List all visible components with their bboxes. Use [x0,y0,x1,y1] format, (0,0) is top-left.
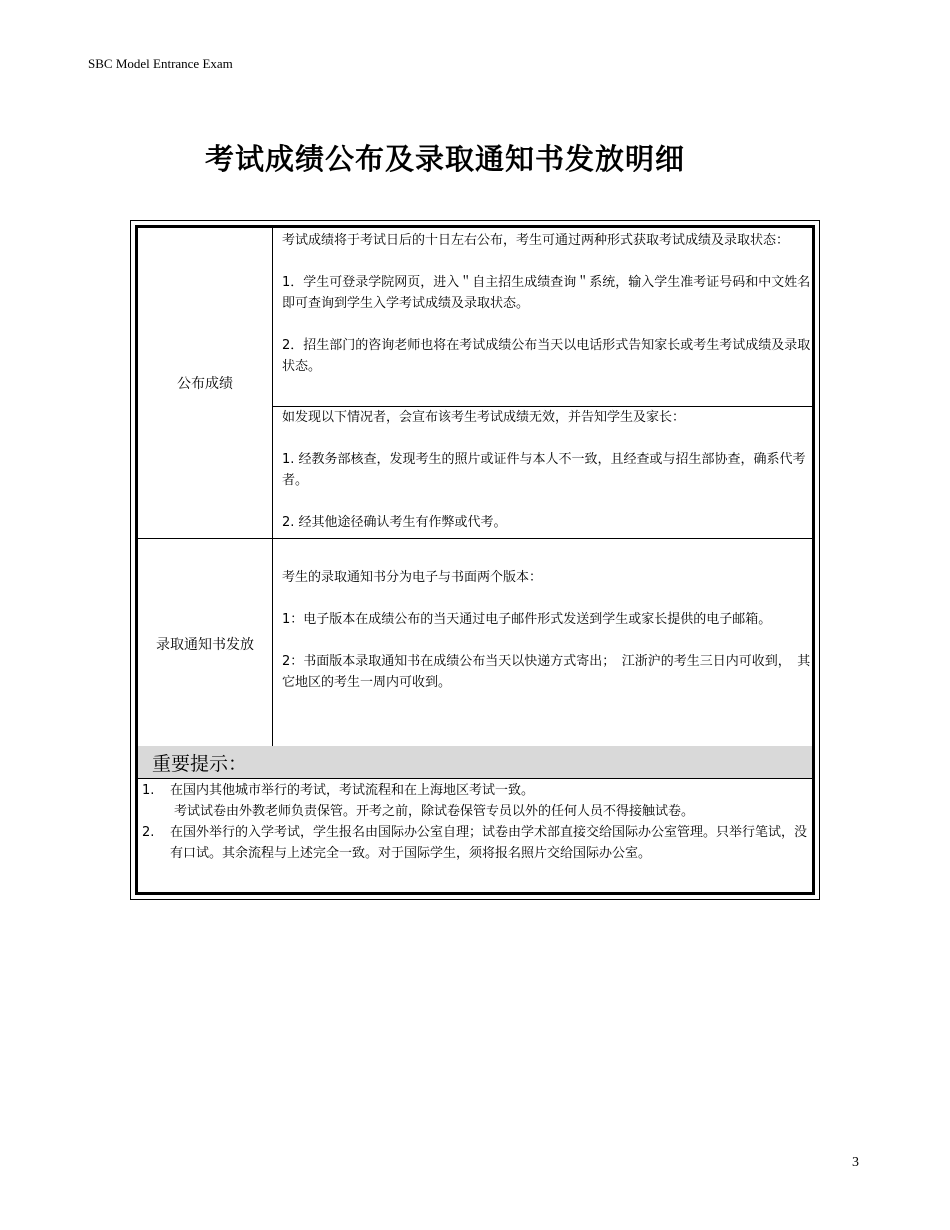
row-divider [138,538,812,539]
page-title: 考试成绩公布及录取通知书发放明细 [204,142,685,176]
page-header: SBC Model Entrance Exam [88,56,233,71]
list-number: 1. [142,783,155,798]
paragraph: 考试成绩将于考试日后的十日左右公布，考生可通过两种形式获取考试成绩及录取状态： [282,233,790,248]
list-item [142,822,812,864]
list-text: 在国外举行的入学考试，学生报名由国际办公室自理；试卷由学术部直接交给国际办公室管理。只举行笔试，没有口试。其余流程与上述完全一致。对于国际学生，须将报名照片交给国际办公室。 [170,825,808,861]
score-invalid-cell [282,407,812,533]
paragraph: 考生的录取通知书分为电子与书面两个版本： [282,570,543,585]
paragraph: 1：电子版本在成绩公布的当天通过电子邮件形式发送到学生或家长提供的电子邮箱。 [282,612,772,627]
page-number: 3 [852,1155,859,1170]
paragraph: 1．学生可登录学院网页，进入＂自主招生成绩查询＂系统，输入学生准考证号码和中文姓名即可查询到学生入学考试成绩及录取状态。 [282,275,811,311]
list-number: 2. [142,825,155,840]
notice-cell [282,567,812,693]
list-text: 在国内其他城市举行的考试，考试流程和在上海地区考试一致。 [170,783,535,798]
score-publish-cell [282,230,812,377]
row-divider [138,778,812,779]
paragraph: 2．招生部门的咨询老师也将在考试成绩公布当天以电话形式告知家长或考生考试成绩及录取状态。 [282,338,811,374]
paragraph: 如发现以下情况者，会宣布该考生考试成绩无效，并告知学生及家长： [282,410,686,425]
tips-list [142,780,812,864]
paragraph: 2. 经其他途径确认考生有作弊或代考。 [282,515,507,530]
tips-title: 重要提示： [152,753,248,775]
section-label-notice: 录取通知书发放 [156,637,254,653]
list-item [142,780,812,822]
paragraph: 1. 经教务部核查，发现考生的照片或证件与本人不一致，且经查或与招生部协查，确系代考者。 [282,452,806,488]
paragraph: 2：书面版本录取通知书在成绩公布当天以快递方式寄出； 江浙沪的考生三日内可收到， 其它地区的考生一周内可收到。 [282,654,811,690]
column-divider [272,228,273,746]
list-text-continued: 考试试卷由外教老师负责保管。开考之前，除试卷保管专员以外的任何人员不得接触试卷。 [174,804,695,819]
section-label-score: 公布成绩 [177,376,233,392]
